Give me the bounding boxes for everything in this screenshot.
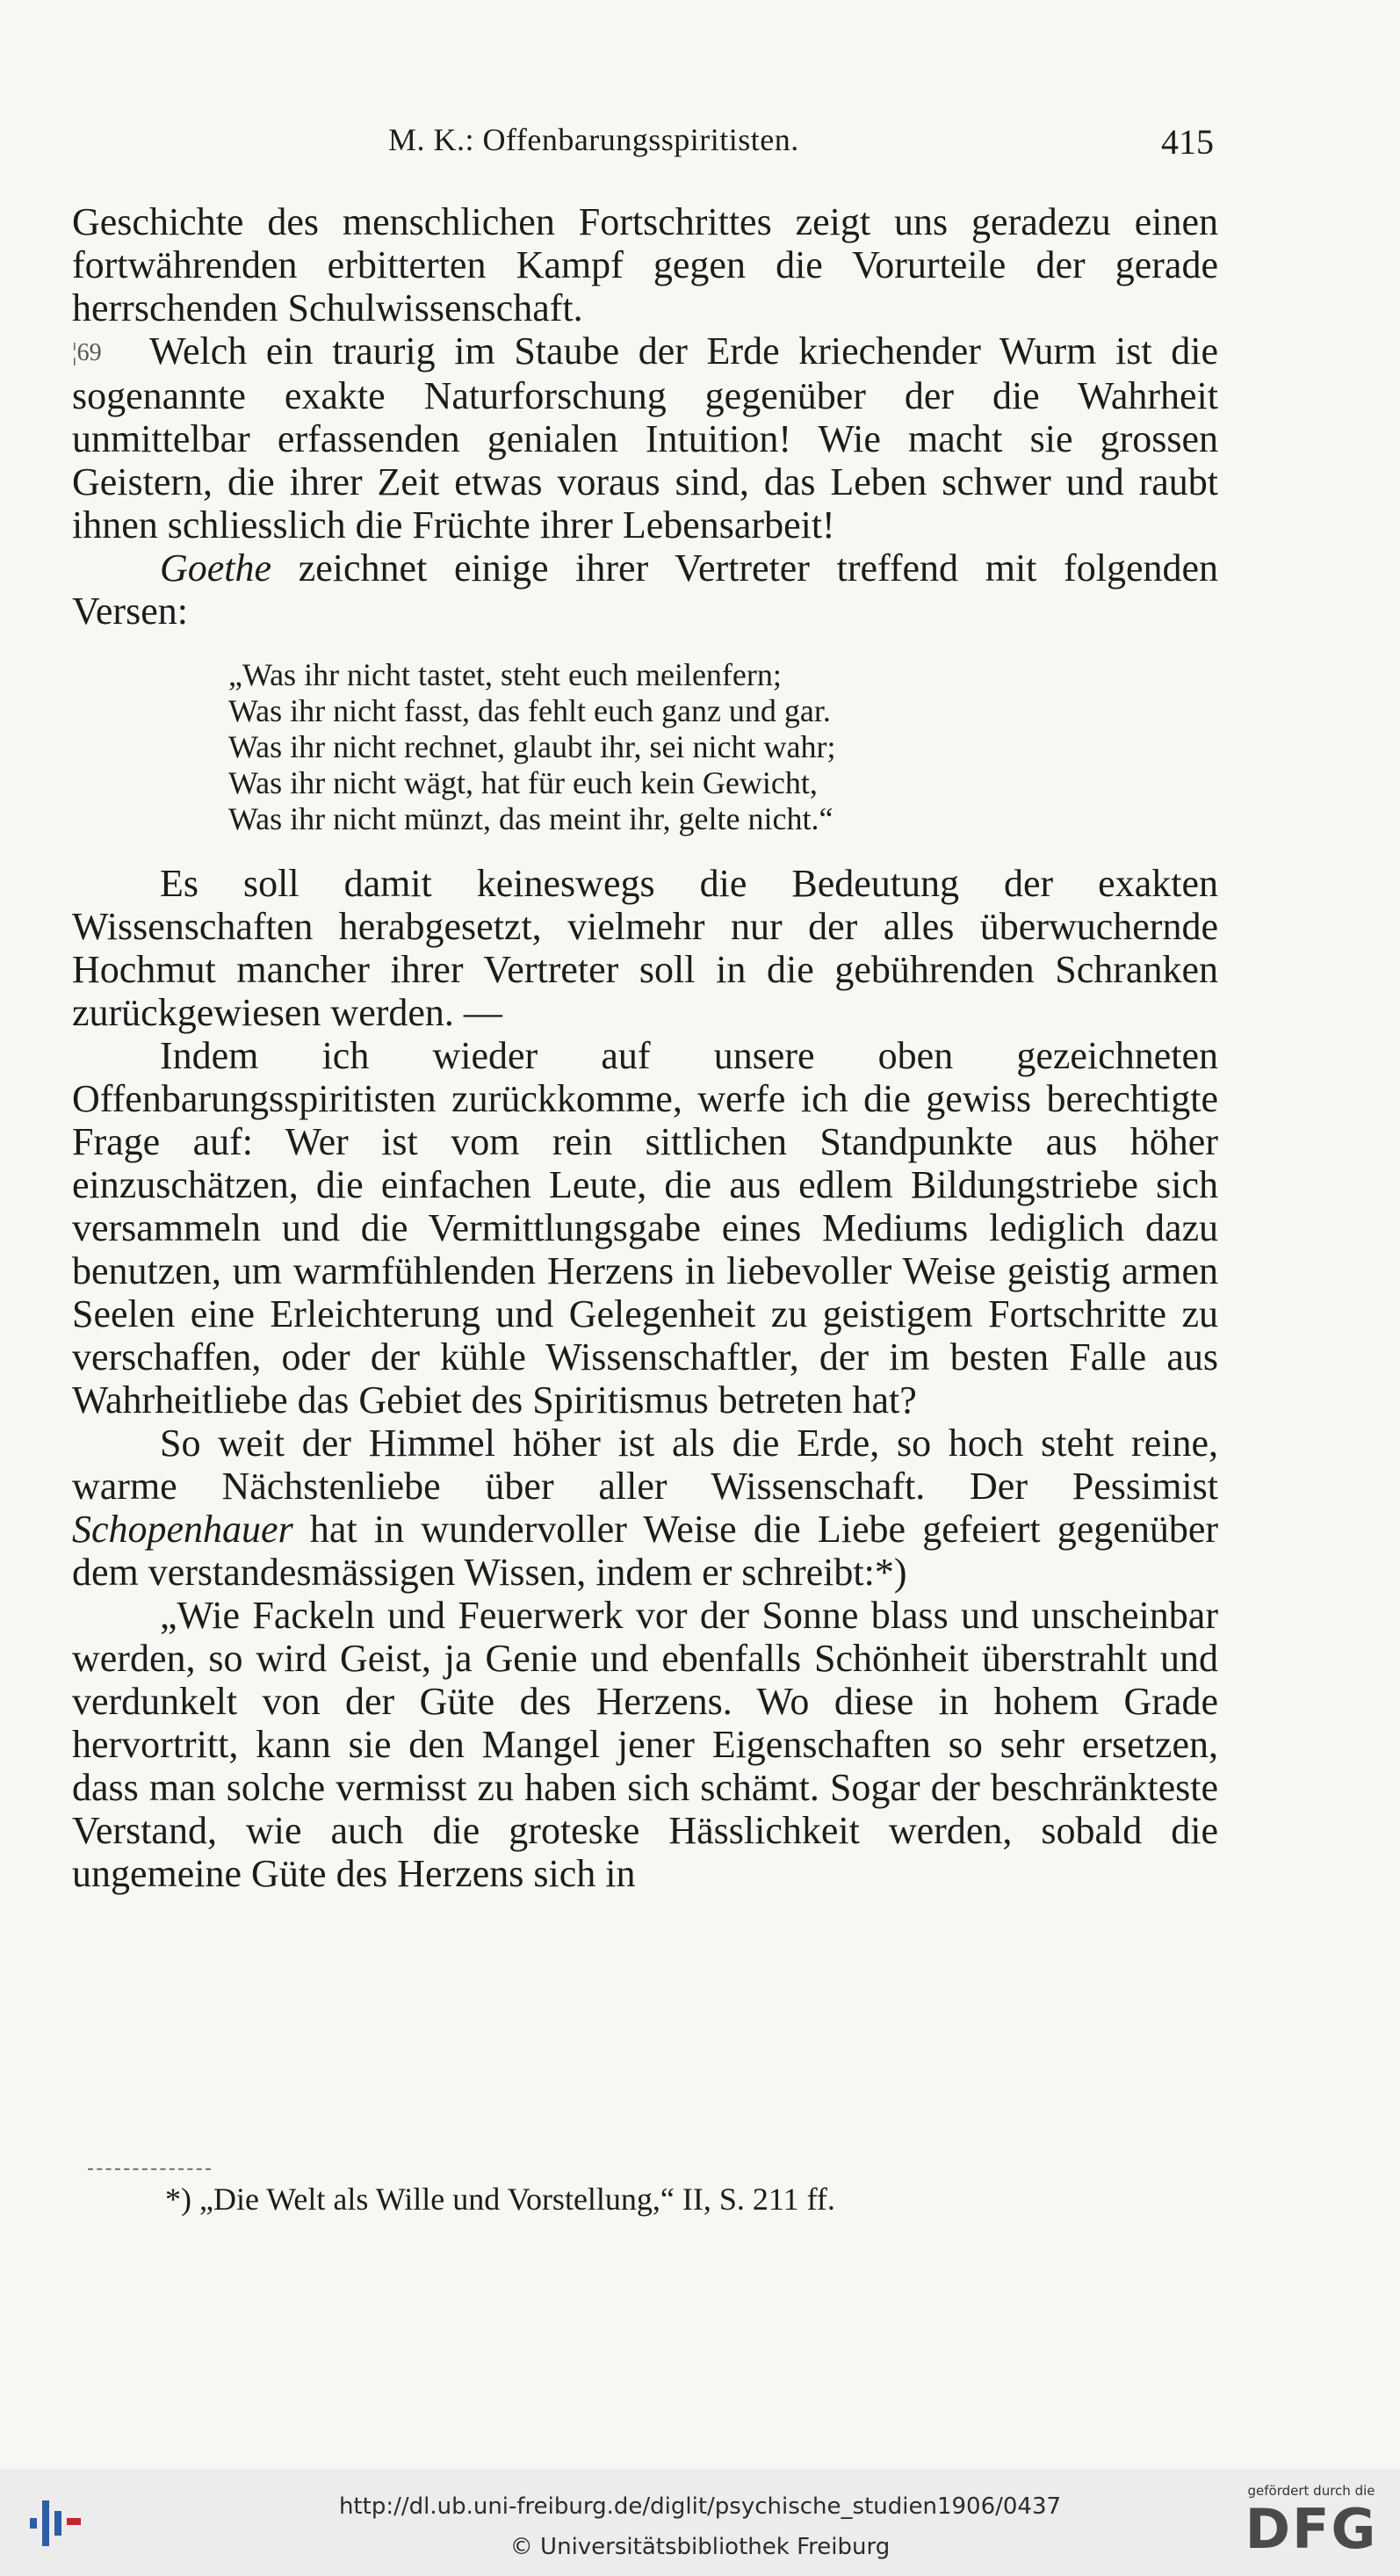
paragraph-6-text-a: So weit der Himmel höher ist als die Erde, so hoch steht reine, warme Nächstenliebe über aller Wissenschaft. Der Pessimist [72,1422,1218,1508]
poem-quote [228,657,1218,837]
margin-marker: ¦69 [72,339,102,366]
copyright-notice: © Universitätsbibliothek Freiburg [509,2534,891,2560]
paragraph-2 [72,329,1218,546]
paragraph-7: „Wie Fackeln und Feuerwerk vor der Sonne blass und unscheinbar werden, so wird Geist, ja Genie und ebenfalls Schönheit überstrahlt und verdunkelt von der Güte des Herzens. Wo diese in hohem Grade hervortritt, kann sie den Mangel jener Eigenschaften so sehr ersetzen, dass man solche vermisst zu haben sich schämt. Sogar der beschränkteste Verstand, wie auch die groteske Hässlichkeit werden, sobald die ungemeine Güte des Herzens sich in [72,1594,1218,1895]
poem-line: Was ihr nicht münzt, das meint ihr, gelte nicht.“ [228,801,834,836]
footnote: *) „Die Welt als Wille und Vorstellung,“ II, S. 211 ff. [165,2182,835,2217]
paragraph-1: Geschichte des menschlichen Fortschrittes zeigt uns geradezu einen fortwährenden erbitterten Kampf gegen die Vorurteile der gerade herrschenden Schulwissenschaft. [72,200,1218,329]
paragraph-6 [72,1422,1218,1594]
paragraph-5: Indem ich wieder auf unsere oben gezeichneten Offenbarungsspiritisten zurückkomme, werfe ich die gewiss berechtigte Frage auf: Wer ist vom rein sittlichen Standpunkte aus höher einzuschätzen, die einfachen Leute, die aus edlem Bildungstriebe sich versammeln und die Vermittlungsgabe eines Mediums lediglich dazu benutzen, um warmfühlenden Herzens in liebevoller Weise geistig armen Seelen eine Erleichterung und Gelegenheit zu geistigem Fortschritte zu verschaffen, oder der kühle Wissenschaftler, der im besten Falle aus Wahrheitliebe das Gebiet des Spiritismus betreten hat? [72,1034,1218,1422]
author-name-goethe: Goethe [160,546,272,590]
paragraph-3 [72,546,1218,633]
page-header [72,121,1214,174]
footnote-separator [88,2168,211,2170]
author-name-schopenhauer: Schopenhauer [72,1508,293,1551]
poem-line: Was ihr nicht rechnet, glaubt ihr, sei nicht wahr; [228,729,836,764]
paragraph-6-text-b: hat in wundervoller Weise die Liebe gefeiert gegenüber dem verstandesmässigen Wissen, indem er schreibt:*) [72,1508,1218,1594]
body-text [72,200,1218,1895]
page-number: 415 [1161,122,1214,162]
running-head: M. K.: Offenbarungsspiritisten. [388,122,799,157]
paragraph-3-text: zeichnet einige ihrer Vertreter treffend mit folgenden Versen: [72,546,1218,633]
dfg-mark: DFG [1245,2497,1378,2561]
dfg-logo [1237,2483,1386,2567]
paragraph-4: Es soll damit keineswegs die Bedeutung der exakten Wissenschaften herabgesetzt, vielmehr nur der alles überwuchernde Hochmut mancher ihrer Vertreter soll in die gebührenden Schranken zurückgewiesen werden. — [72,862,1218,1034]
poem-line: „Was ihr nicht tastet, steht euch meilenfern; [228,657,782,692]
permalink-url[interactable]: http://dl.ub.uni-freiburg.de/diglit/psychische_studien1906/0437 [338,2493,1062,2520]
poem-line: Was ihr nicht wägt, hat für euch kein Gewicht, [228,765,818,800]
viewer-footer [0,2469,1400,2576]
poem-line: Was ihr nicht fasst, das fehlt euch ganz und gar. [228,693,831,728]
dfg-caption: gefördert durch die [1247,2483,1375,2499]
paragraph-2-text: Welch ein traurig im Staube der Erde kriechender Wurm ist die sogenannte exakte Naturforschung gegenüber der die Wahrheit unmittelbar erfassenden genialen Intuition! Wie macht sie grossen Geistern, die ihrer Zeit etwas voraus sind, das Leben schwer und raubt ihnen schliesslich die Früchte ihrer Lebensarbeit! [72,329,1218,546]
